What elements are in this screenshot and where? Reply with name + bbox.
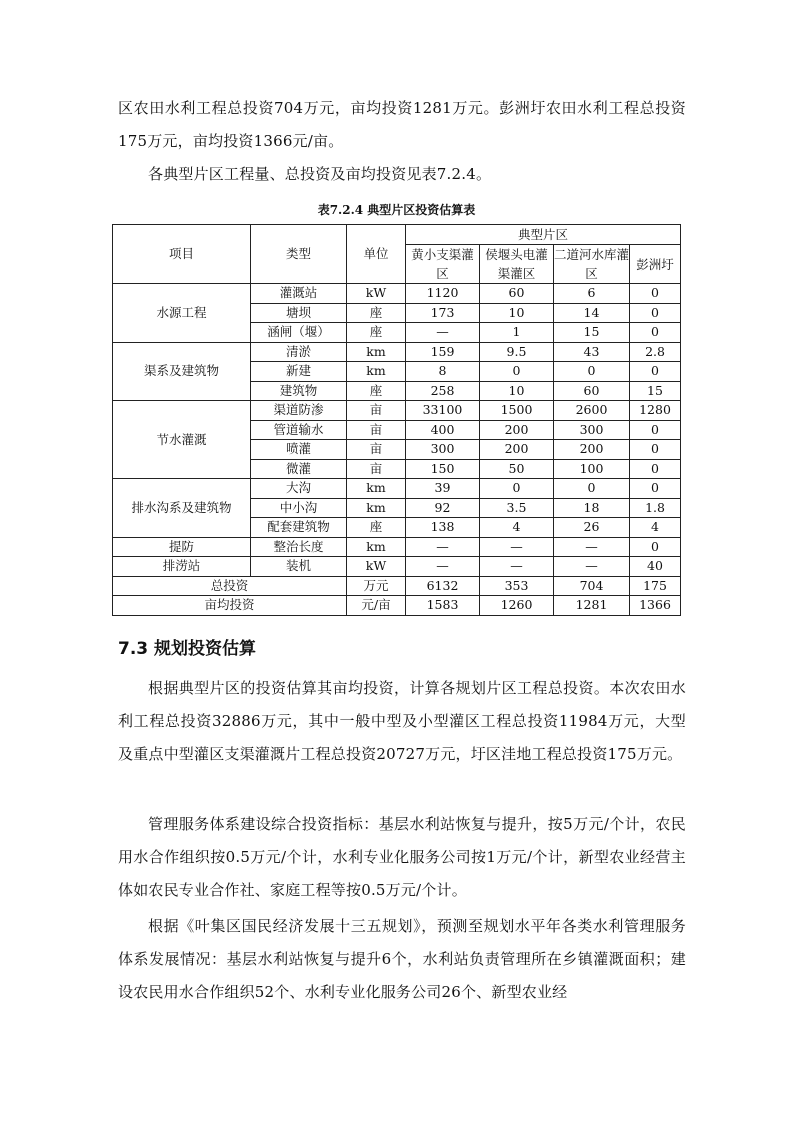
unit-cell: 座	[347, 303, 406, 323]
value-cell: 4	[630, 518, 681, 538]
value-cell: 1583	[406, 596, 480, 616]
value-cell: —	[406, 323, 480, 343]
value-cell: 15	[554, 323, 630, 343]
value-cell: 1.8	[630, 498, 681, 518]
value-cell: 0	[630, 537, 681, 557]
value-cell: 138	[406, 518, 480, 538]
unit-cell: 亩	[347, 420, 406, 440]
paragraph-forecast: 根据《叶集区国民经济发展十三五规划》，预测至规划水平年各类水利管理服务体系发展情况：基层水利站恢复与提升6个，水利站负责管理所在乡镇灌溉面积；建设农民用水合作组织52个、水利专业化服务公司26个、新型农业经	[118, 917, 686, 1001]
value-cell: 14	[554, 303, 630, 323]
table-header	[113, 225, 681, 284]
value-cell: 6	[554, 284, 630, 304]
header-unit: 单位	[347, 225, 406, 284]
value-cell: 18	[554, 498, 630, 518]
value-cell: 60	[480, 284, 554, 304]
value-cell: 200	[480, 440, 554, 460]
type-cell: 涵闸（堰）	[251, 323, 347, 343]
group-name-cell: 节水灌溉	[113, 401, 251, 479]
value-cell: 353	[480, 576, 554, 596]
header-item: 项目	[113, 225, 251, 284]
value-cell: 0	[480, 479, 554, 499]
unit-cell: 万元	[347, 576, 406, 596]
group-name-cell: 提防	[113, 537, 251, 557]
unit-cell: km	[347, 362, 406, 382]
value-cell: 6132	[406, 576, 480, 596]
table-caption: 表7.2.4 典型片区投资估算表	[317, 203, 476, 217]
type-cell: 整治长度	[251, 537, 347, 557]
header-group: 典型片区	[406, 225, 681, 245]
header-area: 彭洲圩	[630, 245, 681, 284]
value-cell: 159	[406, 342, 480, 362]
table-row	[113, 479, 681, 499]
unit-cell: kW	[347, 284, 406, 304]
type-cell: 管道输水	[251, 420, 347, 440]
value-cell: 9.5	[480, 342, 554, 362]
type-cell: 新建	[251, 362, 347, 382]
value-cell: 1281	[554, 596, 630, 616]
total-label-cell: 亩均投资	[113, 596, 347, 616]
type-cell: 配套建筑物	[251, 518, 347, 538]
value-cell: 92	[406, 498, 480, 518]
value-cell: 0	[630, 459, 681, 479]
value-cell: 0	[554, 479, 630, 499]
unit-cell: km	[347, 342, 406, 362]
unit-cell: 亩	[347, 459, 406, 479]
unit-cell: km	[347, 479, 406, 499]
value-cell: 40	[630, 557, 681, 577]
value-cell: 300	[554, 420, 630, 440]
value-cell: 1260	[480, 596, 554, 616]
header-area: 侯堰头电灌渠灌区	[480, 245, 554, 284]
table-body	[113, 284, 681, 616]
value-cell: 258	[406, 381, 480, 401]
value-cell: 0	[554, 362, 630, 382]
value-cell: 10	[480, 303, 554, 323]
table-row	[113, 401, 681, 421]
group-name-cell: 渠系及建筑物	[113, 342, 251, 401]
value-cell: 0	[630, 303, 681, 323]
value-cell: —	[554, 537, 630, 557]
table-row	[113, 537, 681, 557]
value-cell: 1	[480, 323, 554, 343]
header-area: 二道河水库灌区	[554, 245, 630, 284]
type-cell: 清淤	[251, 342, 347, 362]
type-cell: 灌溉站	[251, 284, 347, 304]
value-cell: 26	[554, 518, 630, 538]
value-cell: 1120	[406, 284, 480, 304]
table-total-row	[113, 576, 681, 596]
value-cell: 2600	[554, 401, 630, 421]
value-cell: 1366	[630, 596, 681, 616]
value-cell: 0	[480, 362, 554, 382]
unit-cell: 亩	[347, 440, 406, 460]
unit-cell: 元/亩	[347, 596, 406, 616]
section-title: 7.3 规划投资估算	[118, 639, 257, 659]
unit-cell: kW	[347, 557, 406, 577]
value-cell: 4	[480, 518, 554, 538]
type-cell: 渠道防渗	[251, 401, 347, 421]
value-cell: —	[480, 537, 554, 557]
unit-cell: 座	[347, 381, 406, 401]
value-cell: 400	[406, 420, 480, 440]
value-cell: —	[406, 537, 480, 557]
value-cell: 100	[554, 459, 630, 479]
value-cell: 175	[630, 576, 681, 596]
unit-cell: 座	[347, 323, 406, 343]
value-cell: —	[554, 557, 630, 577]
value-cell: 8	[406, 362, 480, 382]
table-total-row	[113, 596, 681, 616]
group-name-cell: 排涝站	[113, 557, 251, 577]
value-cell: 39	[406, 479, 480, 499]
type-cell: 大沟	[251, 479, 347, 499]
header-area: 黄小支渠灌区	[406, 245, 480, 284]
unit-cell: 座	[347, 518, 406, 538]
value-cell: 0	[630, 479, 681, 499]
value-cell: 150	[406, 459, 480, 479]
value-cell: —	[406, 557, 480, 577]
value-cell: 43	[554, 342, 630, 362]
unit-cell: km	[347, 537, 406, 557]
type-cell: 中小沟	[251, 498, 347, 518]
value-cell: 200	[554, 440, 630, 460]
value-cell: 60	[554, 381, 630, 401]
value-cell: 50	[480, 459, 554, 479]
table-row	[113, 342, 681, 362]
paragraph-table-reference: 各典型片区工程量、总投资及亩均投资见表7.2.4。	[148, 165, 492, 183]
value-cell: 704	[554, 576, 630, 596]
value-cell: 0	[630, 323, 681, 343]
group-name-cell: 排水沟系及建筑物	[113, 479, 251, 538]
value-cell: 200	[480, 420, 554, 440]
paragraph-management-index: 管理服务体系建设综合投资指标：基层水利站恢复与提升，按5万元/个计，农民用水合作组织按0.5万元/个计，水利专业化服务公司按1万元/个计，新型农业经营主体如农民专业合作社、家庭工程等按0.5万元/个计。	[118, 815, 686, 899]
table-row	[113, 284, 681, 304]
value-cell: 0	[630, 420, 681, 440]
type-cell: 喷灌	[251, 440, 347, 460]
value-cell: 1280	[630, 401, 681, 421]
value-cell: 0	[630, 440, 681, 460]
paragraph-investment-total: 根据典型片区的投资估算其亩均投资，计算各规划片区工程总投资。本次农田水利工程总投资32886万元，其中一般中型及小型灌区工程总投资11984万元，大型及重点中型灌区支渠灌溉片工程总投资20727万元，圩区洼地工程总投资175万元。	[118, 679, 686, 763]
type-cell: 塘坝	[251, 303, 347, 323]
investment-table	[112, 224, 681, 616]
type-cell: 微灌	[251, 459, 347, 479]
type-cell: 建筑物	[251, 381, 347, 401]
paragraph-intro: 区农田水利工程总投资704万元，亩均投资1281万元。彭洲圩农田水利工程总投资175万元，亩均投资1366元/亩。	[118, 99, 686, 150]
type-cell: 装机	[251, 557, 347, 577]
value-cell: —	[480, 557, 554, 577]
unit-cell: 亩	[347, 401, 406, 421]
value-cell: 3.5	[480, 498, 554, 518]
table-row	[113, 557, 681, 577]
value-cell: 0	[630, 362, 681, 382]
value-cell: 2.8	[630, 342, 681, 362]
header-type: 类型	[251, 225, 347, 284]
total-label-cell: 总投资	[113, 576, 347, 596]
value-cell: 10	[480, 381, 554, 401]
value-cell: 1500	[480, 401, 554, 421]
value-cell: 300	[406, 440, 480, 460]
value-cell: 0	[630, 284, 681, 304]
value-cell: 173	[406, 303, 480, 323]
group-name-cell: 水源工程	[113, 284, 251, 343]
value-cell: 33100	[406, 401, 480, 421]
value-cell: 15	[630, 381, 681, 401]
unit-cell: km	[347, 498, 406, 518]
